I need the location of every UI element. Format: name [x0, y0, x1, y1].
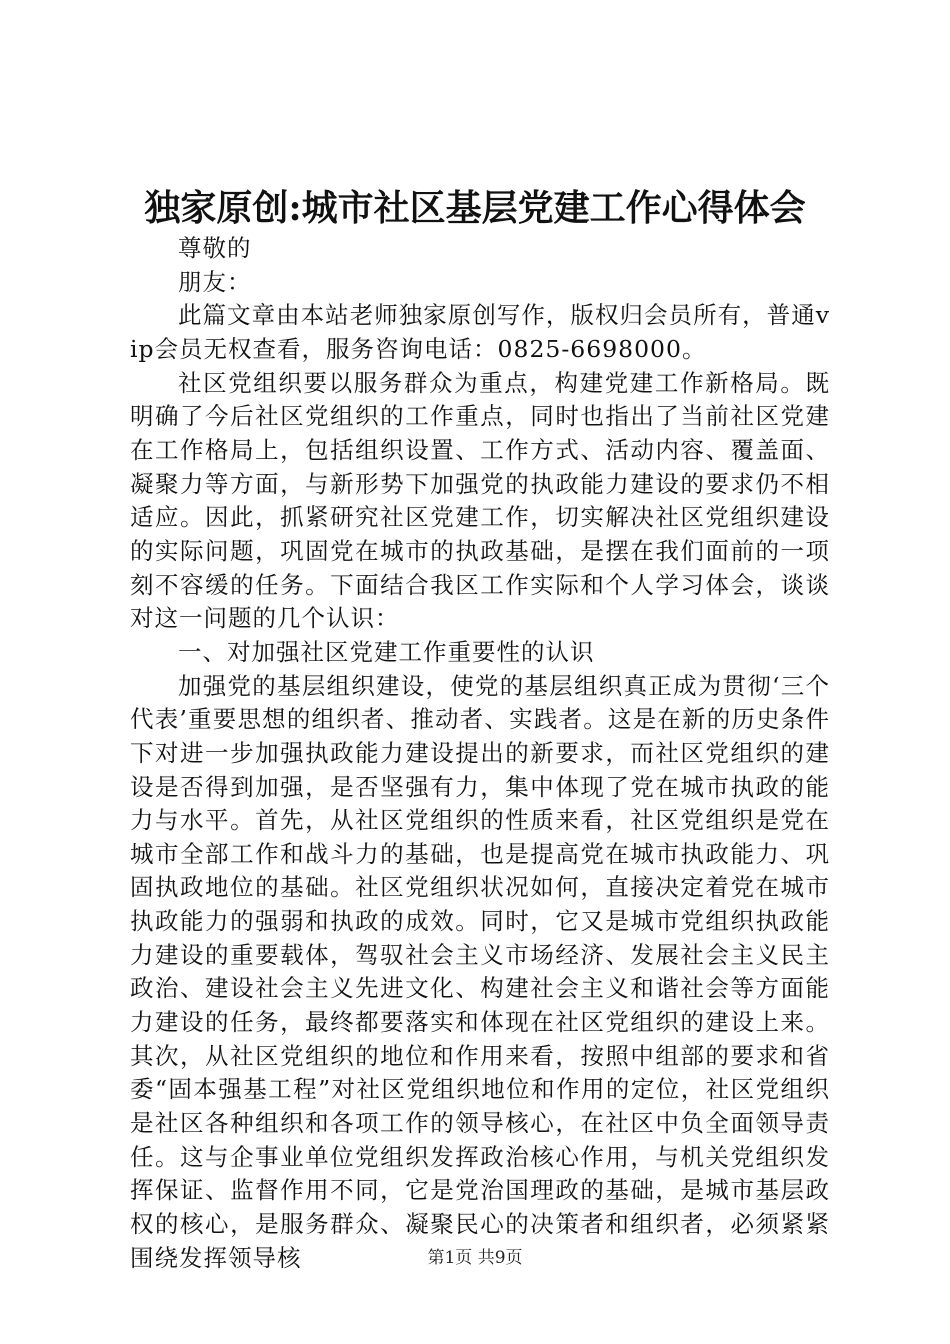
- section-heading: 一、对加强社区党建工作重要性的认识: [178, 637, 595, 666]
- document-title: 独家原创:城市社区基层党建工作心得体会: [144, 187, 806, 229]
- document-body: [130, 232, 830, 1275]
- intro-paragraph: 社区党组织要以服务群众为重点，构建党建工作新格局。既明确了今后社区党组织的工作重点，同时也指出了当前社区党建在工作格局上，包括组织设置、工作方式、活动内容、覆盖面、凝聚力等方面，与新形势下加强党的执政能力建设的要求仍不相适应。因此，抓紧研究社区党建工作，切实解决社区党组织建设的实际问题，巩固党在城市的执政基础，是摆在我们面前的一项刻不容缓的任务。下面结合我区工作实际和个人学习体会，谈谈对这一问题的几个认识：: [130, 368, 830, 633]
- copyright-notice-paragraph: 此篇文章由本站老师独家原创写作，版权归会员所有，普通vip会员无权查看，服务咨询电话：0825-6698000。: [130, 301, 830, 363]
- salutation-line-2: 朋友：: [178, 267, 252, 296]
- body-paragraph: 加强党的基层组织建设，使党的基层组织真正成为贯彻‘三个代表’重要思想的组织者、推动者、实践者。这是在新的历史条件下对进一步加强执政能力建设提出的新要求，而社区党组织的建设是否得到加强，是否坚强有力，集中体现了党在城市执政的能力与水平。首先，从社区党组织的性质来看，社区党组织是党在城市全部工作和战斗力的基础，也是提高党在城市执政能力、巩固执政地位的基础。社区党组织状况如何，直接决定着党在城市执政能力的强弱和执政的成效。同时，它又是城市党组织执政能力建设的重要载体，驾驭社会主义市场经济、发展社会主义民主政治、建设社会主义先进文化、构建社会主义和谐社会等方面能力建设的任务，最终都要落实和体现在社区党组织的建设上来。其次，从社区党组织的地位和作用来看，按照中组部的要求和省委“固本强基工程”对社区党组织地位和作用的定位，社区党组织是社区各种组织和各项工作的领导核心，在社区中负全面领导责任。这与企事业单位党组织发挥政治核心作用，与机关党组织发挥保证、监督作用不同，它是党治国理政的基础，是城市基层政权的核心，是服务群众、凝聚民心的决策者和组织者，必须紧紧围绕发挥领导核: [130, 671, 830, 1272]
- salutation-line-1: 尊敬的: [178, 234, 252, 262]
- page-number-footer: 第1页 共9页: [427, 1248, 523, 1268]
